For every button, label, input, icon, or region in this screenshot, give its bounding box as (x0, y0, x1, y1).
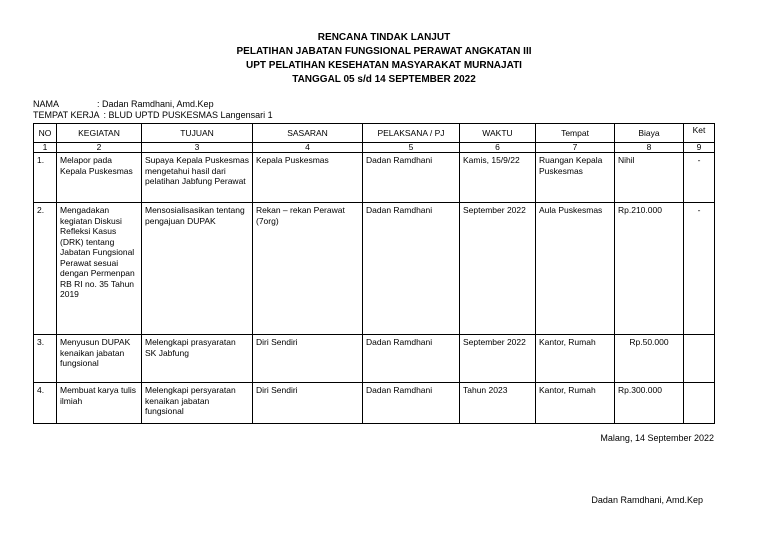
nama-value: : Dadan Ramdhani, Amd.Kep (97, 99, 214, 109)
cell-biaya: Nihil (615, 153, 684, 203)
header-cell: Ket (684, 124, 715, 143)
cell-kegiatan: Membuat karya tulis ilmiah (57, 383, 142, 424)
table-row (34, 335, 715, 383)
cell-tempat: Kantor, Rumah (536, 383, 615, 424)
cell-kegiatan: Melapor pada Kepala Puskesmas (57, 153, 142, 203)
cell-ket: - (684, 203, 715, 335)
cell-ket (684, 383, 715, 424)
column-number: 7 (536, 143, 615, 153)
column-number: 6 (460, 143, 536, 153)
table-row (34, 153, 715, 203)
header-cell: NO (34, 124, 57, 143)
cell-no: 2. (34, 203, 57, 335)
header-cell: TUJUAN (142, 124, 253, 143)
tempat-value: : BLUD UPTD PUSKESMAS Langensari 1 (103, 110, 273, 120)
cell-no: 4. (34, 383, 57, 424)
rtl-table (33, 123, 715, 424)
cell-biaya: Rp.300.000 (615, 383, 684, 424)
title-line-4: TANGGAL 05 s/d 14 SEPTEMBER 2022 (292, 74, 476, 85)
header-cell: PELAKSANA / PJ (363, 124, 460, 143)
cell-tujuan: Melengkapi persyaratan kenaikan jabatan fungsional (142, 383, 253, 424)
header-cell: WAKTU (460, 124, 536, 143)
table-row (34, 203, 715, 335)
table-header-row (34, 124, 715, 143)
cell-kegiatan: Menyusun DUPAK kenaikan jabatan fungsional (57, 335, 142, 383)
cell-pelaksana: Dadan Ramdhani (363, 203, 460, 335)
cell-ket: - (684, 153, 715, 203)
cell-tujuan: Mensosialisasikan tentang pengajuan DUPAK (142, 203, 253, 335)
cell-sasaran: Diri Sendiri (253, 383, 363, 424)
cell-pelaksana: Dadan Ramdhani (363, 383, 460, 424)
title-line-3: UPT PELATIHAN KESEHATAN MASYARAKAT MURNAJATI (246, 60, 522, 71)
table-row (34, 383, 715, 424)
column-number: 2 (57, 143, 142, 153)
header-cell: Biaya (615, 124, 684, 143)
cell-waktu: September 2022 (460, 335, 536, 383)
cell-tempat: Aula Puskesmas (536, 203, 615, 335)
info-tempat-kerja (33, 110, 273, 121)
header-cell: Tempat (536, 124, 615, 143)
cell-biaya: Rp.210.000 (615, 203, 684, 335)
cell-biaya: Rp.50.000 (615, 335, 684, 383)
column-number: 1 (34, 143, 57, 153)
title-line-2: PELATIHAN JABATAN FUNGSIONAL PERAWAT ANGKATAN III (236, 46, 532, 57)
cell-kegiatan: Mengadakan kegiatan Diskusi Refleksi Kasus (DRK) tentang Jabatan Fungsional Perawat sesuai dengan Permenpan RB RI no. 35 Tahun 2019 (57, 203, 142, 335)
cell-sasaran: Diri Sendiri (253, 335, 363, 383)
cell-ket (684, 335, 715, 383)
column-number: 4 (253, 143, 363, 153)
header-cell: SASARAN (253, 124, 363, 143)
cell-waktu: Kamis, 15/9/22 (460, 153, 536, 203)
cell-tujuan: Melengkapi prasyaratan SK Jabfung (142, 335, 253, 383)
cell-pelaksana: Dadan Ramdhani (363, 335, 460, 383)
cell-no: 1. (34, 153, 57, 203)
column-number: 3 (142, 143, 253, 153)
column-number: 9 (684, 143, 715, 153)
cell-no: 3. (34, 335, 57, 383)
column-number: 8 (615, 143, 684, 153)
cell-tempat: Kantor, Rumah (536, 335, 615, 383)
cell-pelaksana: Dadan Ramdhani (363, 153, 460, 203)
cell-sasaran: Kepala Puskesmas (253, 153, 363, 203)
place-date: Malang, 14 September 2022 (600, 433, 714, 443)
signer-name: Dadan Ramdhani, Amd.Kep (591, 495, 703, 505)
cell-tempat: Ruangan Kepala Puskesmas (536, 153, 615, 203)
column-number-row (34, 143, 715, 153)
document-title (0, 31, 768, 87)
cell-waktu: Tahun 2023 (460, 383, 536, 424)
title-line-1: RENCANA TINDAK LANJUT (317, 32, 451, 43)
cell-waktu: September 2022 (460, 203, 536, 335)
cell-tujuan: Supaya Kepala Puskesmas mengetahui hasil dari pelatihan Jabfung Perawat (142, 153, 253, 203)
header-cell: KEGIATAN (57, 124, 142, 143)
column-number: 5 (363, 143, 460, 153)
nama-label: NAMA (33, 99, 60, 109)
cell-sasaran: Rekan – rekan Perawat (7org) (253, 203, 363, 335)
info-nama (33, 99, 214, 110)
tempat-label: TEMPAT KERJA (33, 110, 100, 120)
